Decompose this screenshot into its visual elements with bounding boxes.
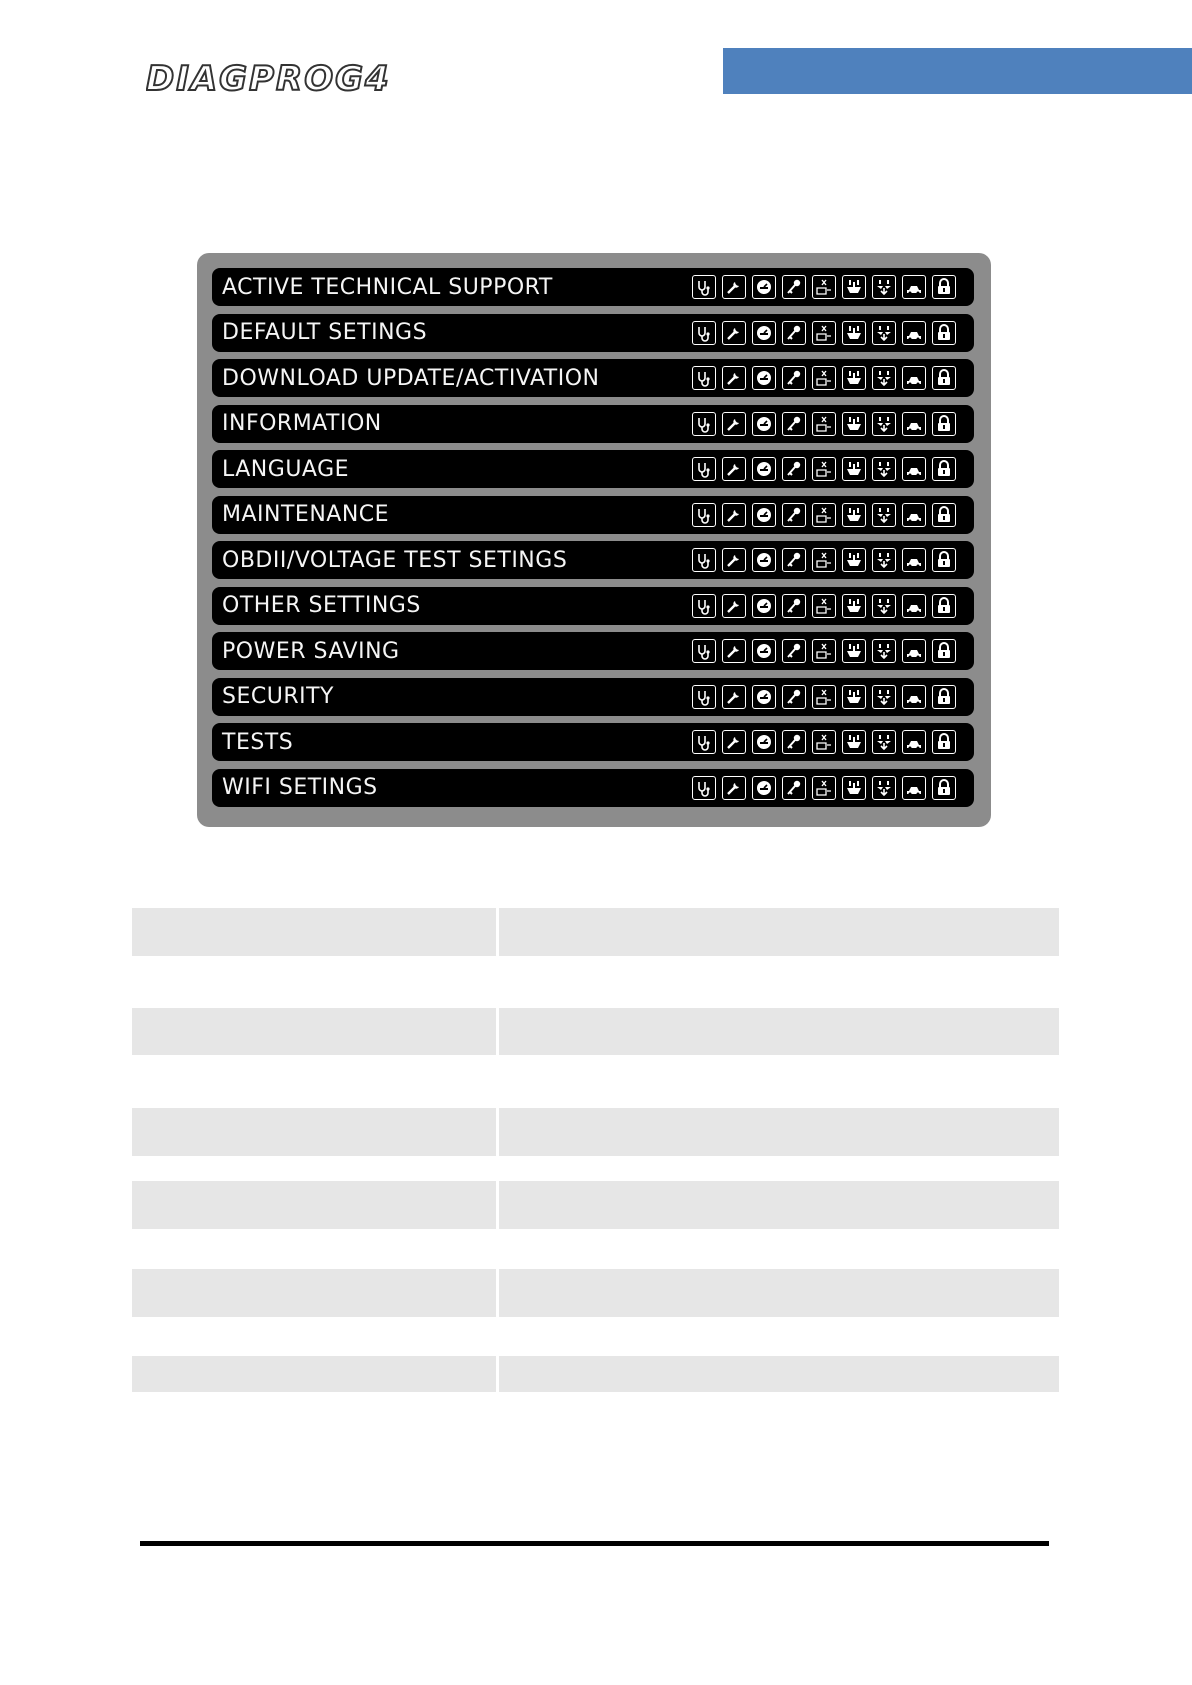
key-icon — [782, 503, 806, 527]
gauge-icon — [752, 776, 776, 800]
stethoscope-icon — [692, 503, 716, 527]
key-icon — [782, 275, 806, 299]
menu-item-label: INFORMATION — [222, 411, 382, 436]
wrench-icon — [722, 685, 746, 709]
download-arrows-icon — [872, 548, 896, 572]
lock-icon — [932, 457, 956, 481]
access-icon-row — [692, 412, 956, 436]
programmer-icon — [812, 366, 836, 390]
download-arrows-icon — [872, 503, 896, 527]
settings-menu-panel — [197, 253, 991, 827]
wrench-icon — [722, 457, 746, 481]
gauge-icon — [752, 275, 776, 299]
menu-item-wifi-setings[interactable] — [212, 769, 974, 807]
access-icon-row — [692, 685, 956, 709]
download-icon — [842, 776, 866, 800]
menu-item-download-update-activation[interactable] — [212, 359, 974, 397]
key-icon — [782, 548, 806, 572]
stethoscope-icon — [692, 639, 716, 663]
key-icon — [782, 594, 806, 618]
access-icon-row — [692, 321, 956, 345]
lock-icon — [932, 321, 956, 345]
stethoscope-icon — [692, 548, 716, 572]
vehicle-icon — [902, 730, 926, 754]
programmer-icon — [812, 685, 836, 709]
lock-icon — [932, 548, 956, 572]
lock-icon — [932, 275, 956, 299]
key-icon — [782, 776, 806, 800]
download-arrows-icon — [872, 321, 896, 345]
wrench-icon — [722, 776, 746, 800]
header-color-bar — [723, 48, 1192, 94]
programmer-icon — [812, 412, 836, 436]
menu-item-active-technical-support[interactable] — [212, 268, 974, 306]
vehicle-icon — [902, 321, 926, 345]
gauge-icon — [752, 594, 776, 618]
vehicle-icon — [902, 685, 926, 709]
stethoscope-icon — [692, 366, 716, 390]
vehicle-icon — [902, 366, 926, 390]
vehicle-icon — [902, 639, 926, 663]
key-icon — [782, 685, 806, 709]
download-arrows-icon — [872, 594, 896, 618]
table-row — [132, 1356, 1059, 1392]
menu-item-label: OTHER SETTINGS — [222, 593, 421, 618]
stethoscope-icon — [692, 685, 716, 709]
menu-item-information[interactable] — [212, 405, 974, 443]
stethoscope-icon — [692, 594, 716, 618]
access-icon-row — [692, 503, 956, 527]
gauge-icon — [752, 412, 776, 436]
wrench-icon — [722, 412, 746, 436]
download-arrows-icon — [872, 275, 896, 299]
programmer-icon — [812, 548, 836, 572]
wrench-icon — [722, 639, 746, 663]
wrench-icon — [722, 275, 746, 299]
table-row — [132, 1008, 1059, 1055]
download-icon — [842, 685, 866, 709]
menu-item-label: ACTIVE TECHNICAL SUPPORT — [222, 274, 553, 300]
vehicle-icon — [902, 457, 926, 481]
svg-text:DIAGPROG4: DIAGPROG4 — [146, 59, 391, 99]
download-arrows-icon — [872, 685, 896, 709]
vehicle-icon — [902, 412, 926, 436]
download-icon — [842, 321, 866, 345]
table-row — [132, 1108, 1059, 1156]
table-row — [132, 1181, 1059, 1229]
key-icon — [782, 730, 806, 754]
download-arrows-icon — [872, 639, 896, 663]
programmer-icon — [812, 457, 836, 481]
stethoscope-icon — [692, 457, 716, 481]
wrench-icon — [722, 594, 746, 618]
download-icon — [842, 594, 866, 618]
menu-item-label: DEFAULT SETINGS — [222, 320, 428, 345]
menu-item-label: WIFI SETINGS — [222, 775, 378, 800]
diagprog4-logo — [146, 56, 396, 100]
programmer-icon — [812, 503, 836, 527]
download-icon — [842, 548, 866, 572]
download-arrows-icon — [872, 776, 896, 800]
programmer-icon — [812, 639, 836, 663]
stethoscope-icon — [692, 730, 716, 754]
menu-item-label: POWER SAVING — [222, 638, 400, 664]
programmer-icon — [812, 594, 836, 618]
stethoscope-icon — [692, 412, 716, 436]
access-icon-row — [692, 639, 956, 663]
stethoscope-icon — [692, 275, 716, 299]
download-icon — [842, 275, 866, 299]
lock-icon — [932, 730, 956, 754]
menu-item-obdii-voltage-test-setings[interactable] — [212, 541, 974, 579]
key-icon — [782, 321, 806, 345]
access-icon-row — [692, 457, 956, 481]
download-icon — [842, 730, 866, 754]
stethoscope-icon — [692, 321, 716, 345]
key-icon — [782, 366, 806, 390]
download-icon — [842, 366, 866, 390]
gauge-icon — [752, 548, 776, 572]
lock-icon — [932, 594, 956, 618]
wrench-icon — [722, 503, 746, 527]
stethoscope-icon — [692, 776, 716, 800]
menu-item-label: MAINTENANCE — [222, 502, 390, 527]
gauge-icon — [752, 457, 776, 481]
vehicle-icon — [902, 503, 926, 527]
menu-item-label: TESTS — [222, 729, 294, 755]
access-icon-row — [692, 594, 956, 618]
access-icon-row — [692, 366, 956, 390]
menu-item-default-setings[interactable] — [212, 314, 974, 352]
download-icon — [842, 639, 866, 663]
programmer-icon — [812, 776, 836, 800]
menu-item-label: LANGUAGE — [222, 456, 350, 482]
lock-icon — [932, 366, 956, 390]
gauge-icon — [752, 730, 776, 754]
download-arrows-icon — [872, 730, 896, 754]
wrench-icon — [722, 321, 746, 345]
download-icon — [842, 457, 866, 481]
gauge-icon — [752, 366, 776, 390]
lock-icon — [932, 503, 956, 527]
gauge-icon — [752, 639, 776, 663]
lock-icon — [932, 639, 956, 663]
menu-item-security[interactable] — [212, 678, 974, 716]
vehicle-icon — [902, 548, 926, 572]
key-icon — [782, 639, 806, 663]
programmer-icon — [812, 321, 836, 345]
access-icon-row — [692, 730, 956, 754]
menu-item-language[interactable] — [212, 450, 974, 488]
gauge-icon — [752, 685, 776, 709]
footer-divider — [140, 1541, 1049, 1546]
wrench-icon — [722, 548, 746, 572]
menu-item-label: OBDII/VOLTAGE TEST SETINGS — [222, 547, 568, 573]
download-arrows-icon — [872, 457, 896, 481]
menu-item-label: DOWNLOAD UPDATE/ACTIVATION — [222, 365, 600, 391]
wrench-icon — [722, 366, 746, 390]
access-icon-row — [692, 548, 956, 572]
menu-item-power-saving[interactable] — [212, 632, 974, 670]
table-row — [132, 908, 1059, 956]
download-arrows-icon — [872, 366, 896, 390]
menu-item-other-settings[interactable] — [212, 587, 974, 625]
menu-item-label: SECURITY — [222, 684, 334, 709]
gauge-icon — [752, 503, 776, 527]
key-icon — [782, 457, 806, 481]
lock-icon — [932, 776, 956, 800]
lock-icon — [932, 685, 956, 709]
lock-icon — [932, 412, 956, 436]
programmer-icon — [812, 275, 836, 299]
access-icon-row — [692, 776, 956, 800]
download-arrows-icon — [872, 412, 896, 436]
gauge-icon — [752, 321, 776, 345]
key-icon — [782, 412, 806, 436]
vehicle-icon — [902, 776, 926, 800]
menu-item-tests[interactable] — [212, 723, 974, 761]
download-icon — [842, 412, 866, 436]
wrench-icon — [722, 730, 746, 754]
table-row — [132, 1269, 1059, 1317]
vehicle-icon — [902, 275, 926, 299]
menu-item-maintenance[interactable] — [212, 496, 974, 534]
access-icon-row — [692, 275, 956, 299]
download-icon — [842, 503, 866, 527]
vehicle-icon — [902, 594, 926, 618]
programmer-icon — [812, 730, 836, 754]
